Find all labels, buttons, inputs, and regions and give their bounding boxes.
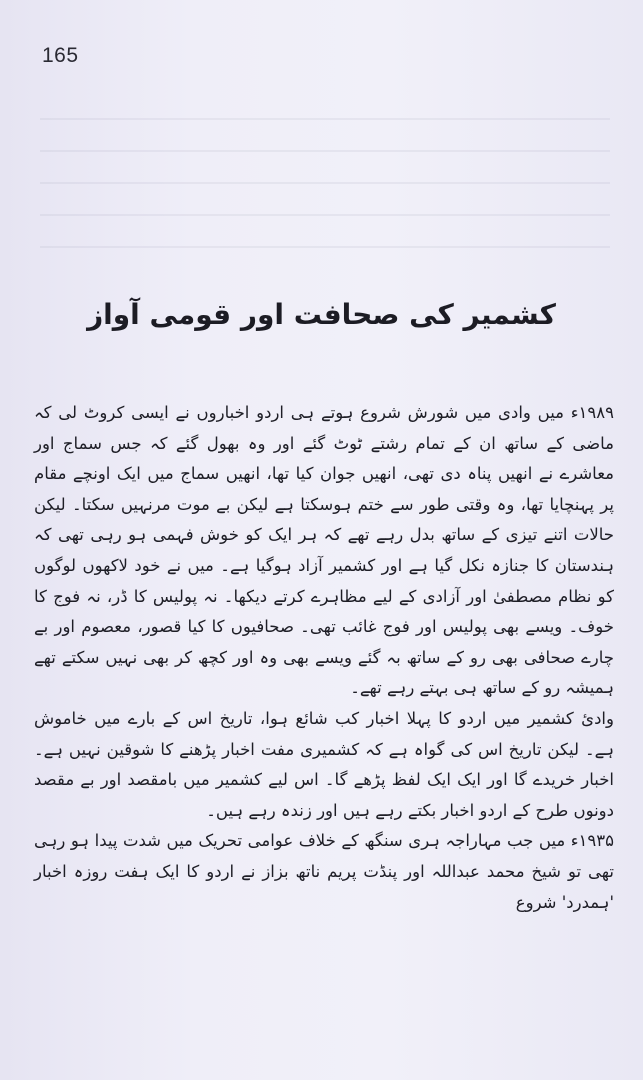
paragraph: وادئ کشمیر میں اردو کا پہلا اخبار کب شائع ہوا، تاریخ اس کے بارے میں خاموش ہے۔ لیکن تاریخ اس کی گواہ ہے کہ کشمیری مفت اخبار پڑھنے کا شوقین نہیں ہے۔ اخبار خریدے گا اور ایک ایک لفظ پڑھے گا۔ اس لیے کشمیر میں بامقصد اور بے مقصد دونوں طرح کے اردو اخبار بکتے رہے ہیں اور زندہ رہے ہیں۔ (34, 708, 614, 820)
bleed-through-line (40, 118, 610, 120)
bleed-through-line (40, 246, 610, 248)
body-text (34, 398, 614, 918)
paragraph: ۱۹۸۹ء میں وادی میں شورش شروع ہوتے ہی اردو اخباروں نے ایسی کروٹ لی کہ ماضی کے ساتھ ان کے تمام رشتے ٹوٹ گئے اور وہ بھول گئے کہ جس سماج اور معاشرے نے انھیں پناہ دی تھی، انھیں جوان کیا تھا، انھیں سماج میں ایک اونچے مقام پر پہنچایا تھا، وہ وقتی طور سے ختم ہوسکتا ہے لیکن بے موت مرنہیں سکتا۔ لیکن حالات اتنے تیزی کے ساتھ بدل رہے تھے کہ ہر ایک کو خوش فہمی ہو رہی تھی کہ ہندستان کا جنازہ نکل گیا ہے اور کشمیر آزاد ہوگیا ہے۔ میں نے خود لاکھوں لوگوں کو نظام مصطفیٰ اور آزادی کے لیے مظاہرے کرتے دیکھا۔ نہ پولیس کا ڈر، نہ فوج کا خوف۔ ویسے بھی پولیس اور فوج غائب تھی۔ صحافیوں کا کیا قصور، معصوم اور بے چارے صحافی بھی رو کے ساتھ بہ گئے ویسے بھی وہ اور کچھ کر بھی نہیں سکتے تھے ہمیشہ رو کے ساتھ ہی بہتے رہے تھے۔ (34, 403, 614, 698)
page-number: 165 (42, 44, 79, 67)
bleed-through-line (40, 182, 610, 184)
chapter-title: کشمیر کی صحافت اور قومی آواز (87, 298, 556, 331)
bleed-through-line (40, 214, 610, 216)
paragraph: ۱۹۳۵ء میں جب مہاراجہ ہری سنگھ کے خلاف عوامی تحریک میں شدت پیدا ہو رہی تھی تو شیخ محمد عبداللہ اور پنڈت پریم ناتھ بزاز نے اردو کا ایک ہفت روزہ اخبار 'ہمدرد' شروع (34, 831, 614, 912)
bleed-through-line (40, 150, 610, 152)
